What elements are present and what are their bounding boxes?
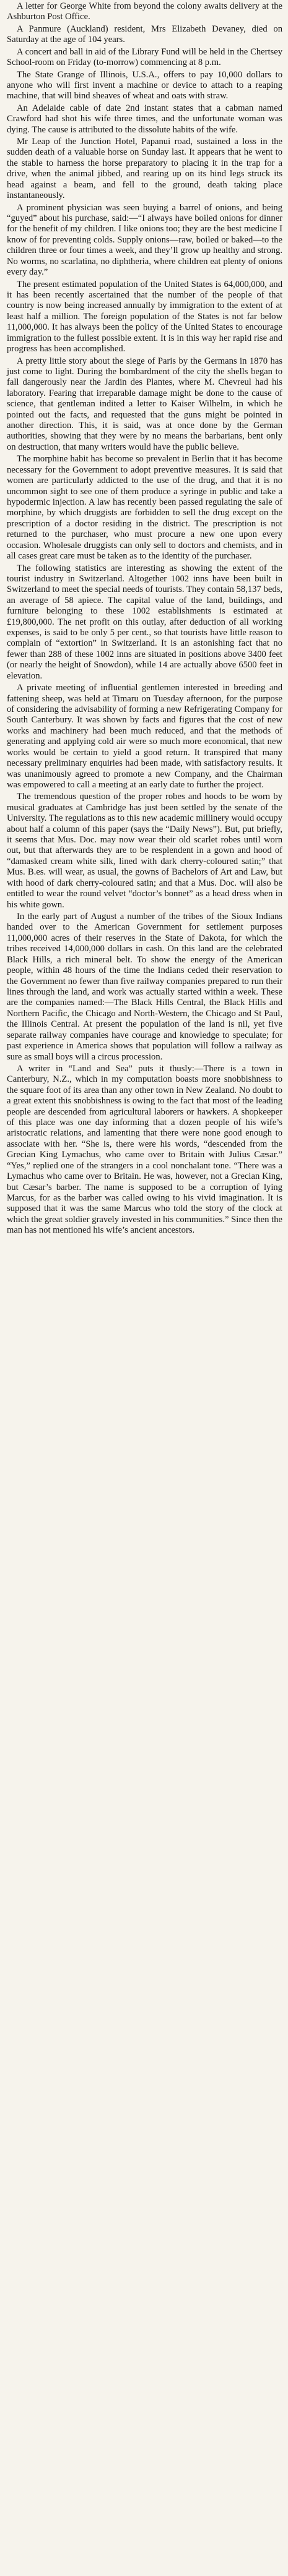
news-item-sioux-lands: In the early part of August a number of the tribes of the Sioux Indians handed over to the American Government for settlement purposes 11,000,000 acres of their reserves in the State of Dakota, for which the tribes received 14,000,000 dollars in cash. On this land are the celebrated Black Hills, a rich mineral belt. To show the energy of the American people, within 48 hours of the time the Indians ceded their reservation to the Government no fewer than five railway companies prepared to run their lines through the land, and work was actually started within a week. These are the companies named:—The Black Hills Central, the Black Hills and Northern Pacific, the Chicago and North-Western, the Chicago and St Paul, the Illinois Central. At present the population of the land is nil, yet five separate railway companies have courage and knowledge to speculate; for past experience in America shows that population will follow a railway as sure as small boys will a circus procession. xyxy=(7,912,282,1062)
news-item-onions: A prominent physician was seen buying a barrel of onions, and being “guyed” about his purchase, said:—“I always have boiled onions for dinner for the benefit of my children. I like onions too; they are the best medicine I know of for preventing colds. Supply onions—raw, boiled or baked—to the children three or four times a week, and they’ll grow up healthy and strong. No worms, no scarlatina, no diphtheria, where children eat plenty of onions every day.” xyxy=(7,202,282,278)
news-item-illinois-grange: The State Grange of Illinois, U.S.A., offers to pay 10,000 dollars to anyone who will first invent a machine or device to attach to a reaping machine, that will bind sheaves of wheat and oats with straw. xyxy=(7,69,282,101)
news-item-siege-of-paris: A pretty little story about the siege of Paris by the Germans in 1870 has just come to light. During the bombardment of the city the shells began to fall dangerously near the Jardin des Plantes, where M. Chevreul had his laboratory. Fearing that irreparable damage might be done to the cause of science, that gentleman indited a letter to Kaiser Wilhelm, in which he pointed out the facts, and requested that the guns might be pointed in another direction. This, it is said, was at once done by the German authorities, showing that they were by no means the barbarians, bent only on destruction, that many writers would have the public believe. xyxy=(7,356,282,452)
news-item-us-population: The present estimated population of the United States is 64,000,000, and it has been recently ascertained that the number of the people of that country is now being increased annually by immigration to the extent of at least half a million. The foreign population of the States is not far below 11,000,000. It has always been the policy of the United States to encourage immigration to the fullest possible extent. It is in this way her rapid rise and progress has been accomplished. xyxy=(7,279,282,354)
news-item-refrigerating-company: A private meeting of influential gentlemen interested in breeding and fattening sheep, was held at Timaru on Tuesday afternoon, for the purpose of considering the advisability of forming a new Refrigerating Company for South Canterbury. It was shown by facts and figures that the cost of new works and machinery had been much reduced, and that the methods of generating and applying cold air were so much more economical, that new works would be certain to yield a good return. It transpired that many necessary preliminary enquiries had been made, with satisfactory results. It was unanimously agreed to promote a new Company, and the Chairman was empowered to call a meeting at an early date to further the project. xyxy=(7,683,282,790)
news-item-obituary: A Panmure (Auckland) resident, Mrs Elizabeth Devaney, died on Saturday at the age of 104 years. xyxy=(7,24,282,45)
news-item-letter: A letter for George White from beyond the colony awaits delivery at the Ashburton Post Office. xyxy=(7,1,282,22)
news-item-land-and-sea: A writer in “Land and Sea” puts it thusly:—There is a town in Canterbury, N.Z., which in my computation boasts more snobbishness to the square foot of its area than any other town in New Zealand. No doubt to a great extent this snobbishness is owing to the fact that most of the leading people are descended from agricultural laborers or hawkers. A shopkeeper of this place was one day informing that a dozen people of his wife’s aristocratic relations, and lamenting that there were none good enough to associate with her. “She is, there were his words, “descended from the Grecian King Lymachus, who came over to Britain with Julius Cæsar.” “Yes,” replied one of the strangers in a cool nonchalant tone. “There was a Lymachus who came over to Britain. He was, however, not a Grecian King, but Cæsar’s barber. The name is supposed to be a corruption of lying Marcus, for as the barber was called owing to his vivid imagination. It is supposed that it was the same Marcus who told the story of the clock at which the great soldier gravely invested in his communities.” Since then the man has not mentioned his wife’s ancient ancestors. xyxy=(7,1063,282,1236)
news-item-concert: A concert and ball in aid of the Library Fund will be held in the Chertsey School-room on Friday (to-morrow) commencing at 8 p.m. xyxy=(7,46,282,68)
news-item-horse-death: Mr Leap of the Junction Hotel, Papanui road, sustained a loss in the sudden death of a valuable horse on Sunday last. It appears that he went to the stable to harness the horse preparatory to placing it in the trap for a drive, when the animal jibbed, and rearing up on its hind legs struck its head against a beam, and fell to the ground, death taking place instantaneously. xyxy=(7,137,282,201)
news-item-academic-robes: The tremendous question of the proper robes and hoods to be worn by musical graduates at Cambridge has just been settled by the senate of the University. The regulations as to this new academic millinery would occupy about half a column of this paper (says the “Daily News”). But, put briefly, it seems that Mus. Doc. may now wear their old scarlet robes until worn out, but that afterwards they are to be resplendent in a gown and hood of “damasked cream white silk, lined with dark cherry-coloured satin;” that Mus. B.es. will wear, as usual, the gowns of Bachelors of Art and Law, but with hood of dark cherry-coloured satin; and that a Mus. Doc. will also be entitled to wear the round velvet “doctor’s bonnet” as a head dress when in his white gown. xyxy=(7,792,282,910)
news-item-swiss-tourism: The following statistics are interesting as showing the extent of the tourist industry in Switzerland. Altogether 1002 inns have been built in Switzerland to meet the special needs of tourists. They contain 58,137 beds, an average of 58 apiece. The capital value of the land, buildings, and furniture belonging to these 1002 establishments is estimated at £19,800,000. The net profit on this outlay, after deduction of all working expenses, is said to be only 5 per cent., so that tourists have little reason to complain of “extortion” in Switzerland. It is an astonishing fact that no fewer than 288 of these 1002 inns are situated in positions above 3400 feet (or nearly the height of Snowdon), while 14 are actually above 6500 feet in elevation. xyxy=(7,563,282,681)
news-item-adelaide-cable: An Adelaide cable of date 2nd instant states that a cabman named Crawford had shot his wife three times, and the unfortunate woman was dying. The cause is attributed to the dissolute habits of the wife. xyxy=(7,103,282,135)
news-item-morphine-habit: The morphine habit has become so prevalent in Berlin that it has become necessary for the Government to adopt preventive measures. It is said that women are particularly addicted to the use of the drug, and that it is no uncommon sight to see one of them produce a syringe in public and take a hypodermic injection. A law has recently been passed regulating the sale of morphine, by which druggists are forbidden to sell the drug except on the prescription of a doctor residing in the district. The prescription is not returned to the purchaser, who must procure a new one upon every occasion. Wholesale druggists can only sell to doctors and chemists, and in all cases great care must be taken as to the identity of the purchaser. xyxy=(7,454,282,562)
